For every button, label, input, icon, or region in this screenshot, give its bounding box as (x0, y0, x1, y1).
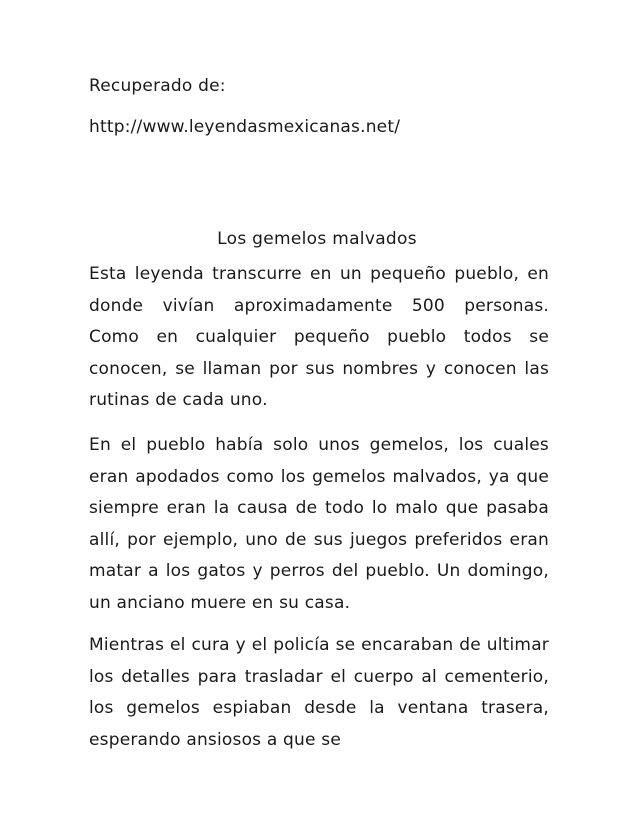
document-title (0, 227, 638, 251)
source-label: Recuperado de: (89, 76, 226, 96)
source-url: http://www.leyendasmexicanas.net/ (89, 117, 401, 137)
paragraph-2: En el pueblo había solo unos gemelos, los cuales eran apodados como los gemelos malvados, ya que siempre eran la causa de todo lo malo que pasaba allí, por ejemplo, uno de sus juegos preferidos eran matar a los gatos y perros del pueblo. Un domingo, un anciano muere en su casa. (89, 435, 549, 613)
paragraph-3: Mientras el cura y el policía se encaraban de ultimar los detalles para trasladar el cuerpo al cementerio, los gemelos espiaban desde la ventana trasera, esperando ansiosos a que se (89, 635, 549, 750)
paragraph-1: Esta leyenda transcurre en un pequeño pueblo, en donde vivían aproximadamente 500 personas. Como en cualquier pequeño pueblo todos se conocen, se llaman por sus nombres y conocen las rutinas de cada uno. (89, 264, 549, 410)
document-title-text: Los gemelos malvados (217, 229, 417, 249)
